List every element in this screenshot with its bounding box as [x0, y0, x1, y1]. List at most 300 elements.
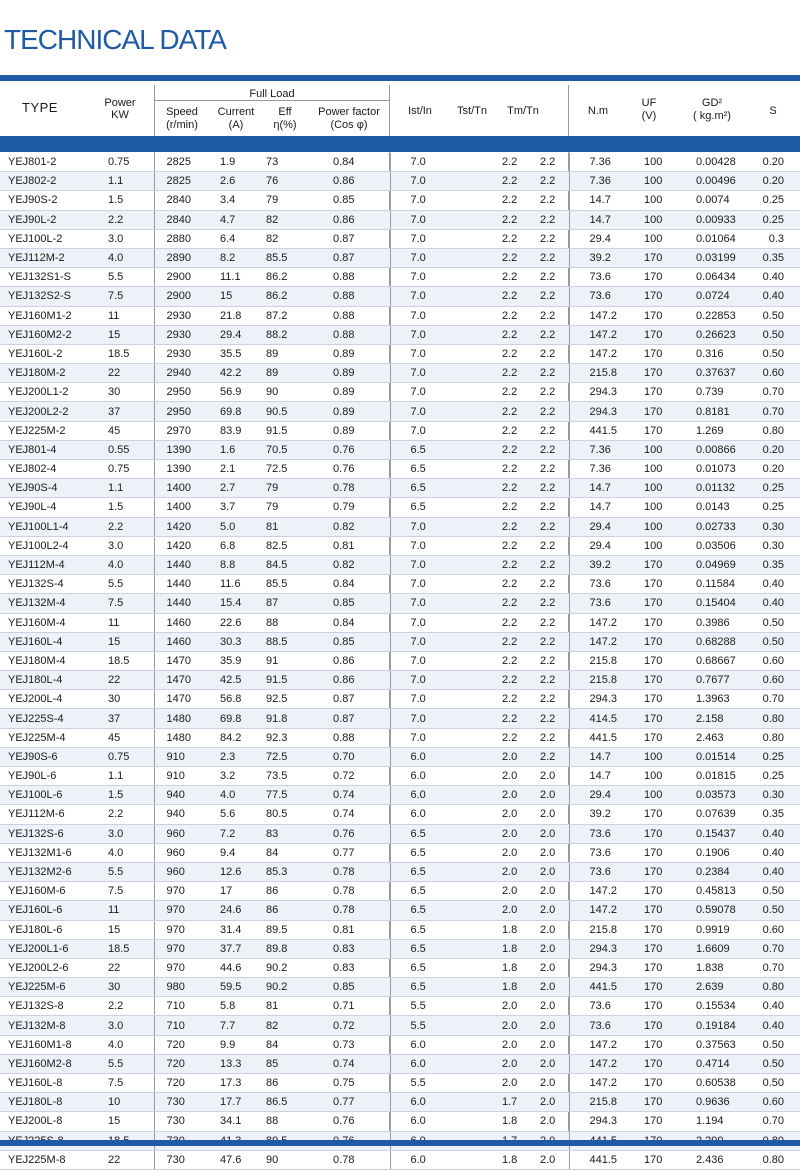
table-cell: 0.37563	[684, 1035, 758, 1054]
table-cell: 77.5	[258, 786, 298, 805]
table-cell: 2.2	[540, 555, 569, 574]
table-cell: 73.6	[569, 997, 642, 1016]
table-cell: 170	[642, 958, 684, 977]
table-cell: 0.83	[298, 958, 390, 977]
table-cell: YEJ132M1-6	[0, 843, 98, 862]
table-cell: 0.40	[758, 1016, 800, 1035]
table-row	[0, 210, 800, 229]
table-cell: 2.2	[540, 651, 569, 670]
table-body	[0, 153, 800, 1169]
table-row	[0, 364, 800, 383]
table-cell: 0.72	[298, 1016, 390, 1035]
table-cell: 170	[642, 402, 684, 421]
header-type: TYPE	[22, 100, 58, 115]
table-cell: 0.70	[758, 1112, 800, 1131]
table-cell: YEJ160L-2	[0, 344, 98, 363]
table-cell: 0.40	[758, 268, 800, 287]
table-cell: 0.70	[758, 690, 800, 709]
table-cell: 73.6	[569, 287, 642, 306]
table-cell: 170	[642, 824, 684, 843]
table-cell: 73.6	[569, 594, 642, 613]
table-cell: 0.70	[758, 958, 800, 977]
table-cell: 170	[642, 594, 684, 613]
table-cell: YEJ225M-8	[0, 1150, 98, 1169]
table-row	[0, 440, 800, 459]
table-cell: 170	[642, 383, 684, 402]
table-cell: 2.2	[450, 709, 540, 728]
table-cell: 0.50	[758, 325, 800, 344]
table-row	[0, 1093, 800, 1112]
table-cell: 2.158	[684, 709, 758, 728]
table-cell: 1400	[154, 498, 206, 517]
table-cell: 2930	[154, 344, 206, 363]
table-cell: YEJ180L-4	[0, 671, 98, 690]
table-row	[0, 498, 800, 517]
technical-data-table	[0, 153, 800, 1170]
table-cell: 0.60	[758, 651, 800, 670]
table-cell: 6.5	[390, 978, 450, 997]
table-cell: 0.35	[758, 248, 800, 267]
table-cell: 6.0	[390, 1093, 450, 1112]
table-cell: 1.8	[450, 958, 540, 977]
table-cell: 294.3	[569, 939, 642, 958]
table-cell: 2.2	[450, 248, 540, 267]
table-cell: 2.2	[540, 671, 569, 690]
table-cell: 85.3	[258, 862, 298, 881]
table-cell: 147.2	[569, 306, 642, 325]
table-cell: 5.5	[390, 1016, 450, 1035]
table-cell: 37	[98, 709, 154, 728]
table-cell: 0.85	[298, 978, 390, 997]
table-cell: YEJ100L-2	[0, 229, 98, 248]
table-cell: YEJ132S-4	[0, 575, 98, 594]
header-power-l2: KW	[111, 109, 129, 121]
table-cell: 89.8	[258, 939, 298, 958]
table-row	[0, 268, 800, 287]
table-row	[0, 402, 800, 421]
table-cell: YEJ100L2-4	[0, 536, 98, 555]
table-cell: 1420	[154, 536, 206, 555]
table-cell: 0.70	[758, 383, 800, 402]
table-cell: 14.7	[569, 767, 642, 786]
table-cell: 2.0	[540, 901, 569, 920]
table-cell: 14.7	[569, 498, 642, 517]
table-cell: 170	[642, 325, 684, 344]
table-cell: 0.15534	[684, 997, 758, 1016]
table-cell: 2.2	[450, 402, 540, 421]
table-cell: 170	[642, 555, 684, 574]
header-tm: Tm/Tn	[507, 105, 539, 117]
table-cell: 7.5	[98, 882, 154, 901]
table-cell: 17.3	[206, 1074, 258, 1093]
table-cell: 170	[642, 862, 684, 881]
table-cell: YEJ112M-4	[0, 555, 98, 574]
table-cell: 7.5	[98, 1074, 154, 1093]
table-cell: 0.89	[298, 421, 390, 440]
table-cell: 2.0	[540, 997, 569, 1016]
table-cell: 72.5	[258, 460, 298, 479]
table-cell: 0.0143	[684, 498, 758, 517]
table-cell: 91.8	[258, 709, 298, 728]
table-cell: 0.30	[758, 536, 800, 555]
table-row	[0, 191, 800, 210]
table-cell: 970	[154, 901, 206, 920]
table-cell: 0.79	[298, 498, 390, 517]
table-cell: 7.0	[390, 268, 450, 287]
table-cell: 11	[98, 613, 154, 632]
table-cell: 100	[642, 191, 684, 210]
table-cell: 170	[642, 882, 684, 901]
table-cell: 2.0	[450, 1035, 540, 1054]
table-cell: 0.20	[758, 172, 800, 191]
table-row	[0, 287, 800, 306]
table-cell: 294.3	[569, 1112, 642, 1131]
table-cell: 6.5	[390, 882, 450, 901]
table-cell: 2.2	[450, 479, 540, 498]
table-cell: 4.0	[98, 843, 154, 862]
table-cell: 7.0	[390, 575, 450, 594]
table-cell: 1420	[154, 517, 206, 536]
table-cell: 45	[98, 421, 154, 440]
table-cell: 2.0	[540, 1150, 569, 1169]
table-cell: 39.2	[569, 555, 642, 574]
table-cell: 6.5	[390, 920, 450, 939]
table-cell: 0.22853	[684, 306, 758, 325]
table-row	[0, 325, 800, 344]
header-current-l1: Current	[217, 106, 255, 118]
table-cell: 7.0	[390, 651, 450, 670]
table-cell: 6.0	[390, 747, 450, 766]
table-row	[0, 517, 800, 536]
table-cell: 92.5	[258, 690, 298, 709]
table-cell: 2.2	[540, 421, 569, 440]
table-cell: 0.68667	[684, 651, 758, 670]
table-cell: YEJ180L-6	[0, 920, 98, 939]
table-cell: 73	[258, 153, 298, 172]
table-cell: 2.0	[450, 901, 540, 920]
table-cell: 720	[154, 1054, 206, 1073]
table-cell: 147.2	[569, 1035, 642, 1054]
table-cell: YEJ200L2-6	[0, 958, 98, 977]
table-cell: 170	[642, 651, 684, 670]
header-pf-l1: Power factor	[318, 106, 380, 118]
table-cell: 92.3	[258, 728, 298, 747]
table-row	[0, 306, 800, 325]
table-cell: 0.72	[298, 767, 390, 786]
table-cell: 6.5	[390, 862, 450, 881]
table-cell: 2825	[154, 172, 206, 191]
table-cell: 2.2	[98, 997, 154, 1016]
table-cell: 0.0074	[684, 191, 758, 210]
table-cell: 1470	[154, 671, 206, 690]
table-cell: 1.1	[98, 767, 154, 786]
table-row	[0, 172, 800, 191]
table-cell: 0.25	[758, 767, 800, 786]
table-cell: 170	[642, 306, 684, 325]
table-cell: 1.9	[206, 153, 258, 172]
table-cell: 170	[642, 344, 684, 363]
table-cell: 0.35	[758, 555, 800, 574]
table-cell: 2.2	[540, 632, 569, 651]
table-row	[0, 651, 800, 670]
header-full-load: Full Load	[249, 88, 295, 100]
table-cell: YEJ160M1-8	[0, 1035, 98, 1054]
table-cell: YEJ225M-4	[0, 728, 98, 747]
table-cell: 170	[642, 1074, 684, 1093]
table-cell: 6.5	[390, 824, 450, 843]
table-cell: 30.3	[206, 632, 258, 651]
table-cell: 100	[642, 517, 684, 536]
header-s: S	[769, 105, 777, 117]
table-cell: 0.75	[298, 1074, 390, 1093]
table-cell: 2.2	[540, 229, 569, 248]
table-cell: 14.7	[569, 479, 642, 498]
table-cell: 0.89	[298, 364, 390, 383]
table-cell: 7.0	[390, 728, 450, 747]
table-cell: 1.7	[450, 1093, 540, 1112]
table-cell: 7.0	[390, 325, 450, 344]
table-cell: 0.45813	[684, 882, 758, 901]
table-cell: 960	[154, 824, 206, 843]
table-cell: 6.5	[390, 498, 450, 517]
table-cell: 0.15404	[684, 594, 758, 613]
table-cell: 2.0	[450, 843, 540, 862]
table-cell: 87	[258, 594, 298, 613]
table-cell: 414.5	[569, 709, 642, 728]
table-cell: 0.81	[298, 536, 390, 555]
table-cell: 147.2	[569, 325, 642, 344]
table-row	[0, 671, 800, 690]
table-cell: 170	[642, 632, 684, 651]
table-cell: 1480	[154, 709, 206, 728]
table-cell: 294.3	[569, 383, 642, 402]
table-cell: 0.86	[298, 651, 390, 670]
table-cell: 0.75	[98, 460, 154, 479]
table-row	[0, 344, 800, 363]
table-cell: 170	[642, 690, 684, 709]
page-title: TECHNICAL DATA	[4, 24, 226, 55]
table-cell: 6.0	[390, 786, 450, 805]
table-cell: 100	[642, 536, 684, 555]
table-cell: 76	[258, 172, 298, 191]
table-cell: 0.00866	[684, 440, 758, 459]
table-cell: 59.5	[206, 978, 258, 997]
table-cell: 170	[642, 920, 684, 939]
table-cell: 147.2	[569, 901, 642, 920]
table-cell: 7.0	[390, 364, 450, 383]
table-cell: 8.8	[206, 555, 258, 574]
table-cell: 1390	[154, 460, 206, 479]
table-cell: YEJ801-4	[0, 440, 98, 459]
table-cell: 2.2	[450, 172, 540, 191]
table-cell: 170	[642, 1035, 684, 1054]
table-cell: 7.0	[390, 555, 450, 574]
table-cell: 4.0	[98, 248, 154, 267]
divider	[155, 100, 389, 101]
table-cell: 0.4714	[684, 1054, 758, 1073]
table-cell: 73.6	[569, 575, 642, 594]
table-cell: 0.37637	[684, 364, 758, 383]
table-cell: 90	[258, 383, 298, 402]
table-cell: 2.2	[540, 287, 569, 306]
table-cell: 0.74	[298, 1054, 390, 1073]
table-cell: 6.5	[390, 440, 450, 459]
table-row	[0, 613, 800, 632]
table-cell: YEJ180M-4	[0, 651, 98, 670]
header-eff-l1: Eff	[278, 106, 292, 118]
table-cell: 2.2	[540, 728, 569, 747]
table-cell: 2.2	[540, 575, 569, 594]
table-cell: 0.0724	[684, 287, 758, 306]
table-cell: 0.74	[298, 805, 390, 824]
table-cell: 0.78	[298, 479, 390, 498]
table-row	[0, 843, 800, 862]
table-cell: 215.8	[569, 920, 642, 939]
table-cell: YEJ100L-6	[0, 786, 98, 805]
table-cell: 7.0	[390, 229, 450, 248]
table-cell: YEJ200L-8	[0, 1112, 98, 1131]
table-row	[0, 594, 800, 613]
table-cell: 1.8	[450, 978, 540, 997]
table-cell: YEJ112M-2	[0, 248, 98, 267]
table-cell: 2.2	[540, 594, 569, 613]
table-cell: 37	[98, 402, 154, 421]
table-cell: 170	[642, 805, 684, 824]
table-cell: 14.7	[569, 191, 642, 210]
table-cell: 35.5	[206, 344, 258, 363]
table-cell: 170	[642, 997, 684, 1016]
table-cell: 2.2	[450, 268, 540, 287]
table-row	[0, 1150, 800, 1169]
table-cell: 0.70	[758, 402, 800, 421]
table-cell: 5.8	[206, 997, 258, 1016]
table-cell: 7.0	[390, 402, 450, 421]
table-cell: 45	[98, 728, 154, 747]
table-cell: 0.8181	[684, 402, 758, 421]
table-cell: YEJ802-4	[0, 460, 98, 479]
table-cell: 0.02733	[684, 517, 758, 536]
table-row	[0, 709, 800, 728]
table-cell: 100	[642, 786, 684, 805]
table-cell: YEJ90S-4	[0, 479, 98, 498]
table-cell: 0.25	[758, 210, 800, 229]
table-cell: 5.0	[206, 517, 258, 536]
header-nm: N.m	[587, 105, 609, 117]
header-eff-l2: η(%)	[273, 119, 297, 131]
table-cell: 100	[642, 747, 684, 766]
table-row	[0, 690, 800, 709]
header-gd-l1: GD²	[701, 97, 723, 109]
table-cell: 6.5	[390, 939, 450, 958]
table-cell: 18.5	[98, 939, 154, 958]
table-cell: 7.0	[390, 191, 450, 210]
table-cell: 7.0	[390, 383, 450, 402]
header-uf-l1: UF	[641, 97, 657, 109]
table-cell: 7.36	[569, 460, 642, 479]
table-cell: 2.2	[450, 517, 540, 536]
table-cell: 90.2	[258, 958, 298, 977]
table-row	[0, 1054, 800, 1073]
table-cell: 2.1	[206, 460, 258, 479]
table-cell: 30	[98, 978, 154, 997]
table-cell: 0.9919	[684, 920, 758, 939]
table-cell: 2.2	[450, 153, 540, 172]
table-cell: 1.1	[98, 479, 154, 498]
table-cell: YEJ132M-4	[0, 594, 98, 613]
table-cell: 1440	[154, 594, 206, 613]
table-cell: 24.6	[206, 901, 258, 920]
table-cell: 2.0	[540, 805, 569, 824]
table-cell: 170	[642, 671, 684, 690]
table-cell: 81	[258, 517, 298, 536]
table-cell: 85.5	[258, 575, 298, 594]
table-cell: 1.6	[206, 440, 258, 459]
table-cell: 0.76	[298, 824, 390, 843]
table-row	[0, 248, 800, 267]
table-cell: 15	[98, 1112, 154, 1131]
table-cell: 1440	[154, 555, 206, 574]
table-cell: 1460	[154, 613, 206, 632]
table-cell: 0.77	[298, 1093, 390, 1112]
table-cell: 2.2	[450, 498, 540, 517]
table-cell: 0.50	[758, 901, 800, 920]
table-row	[0, 460, 800, 479]
table-cell: 7.0	[390, 248, 450, 267]
table-cell: 7.0	[390, 210, 450, 229]
table-cell: 0.50	[758, 613, 800, 632]
table-cell: 2825	[154, 153, 206, 172]
table-cell: 2930	[154, 306, 206, 325]
header-current-l2: (A)	[228, 119, 244, 131]
table-row	[0, 786, 800, 805]
table-cell: 7.0	[390, 632, 450, 651]
table-cell: 960	[154, 862, 206, 881]
table-cell: 0.2384	[684, 862, 758, 881]
table-cell: 441.5	[569, 421, 642, 440]
table-cell: 215.8	[569, 671, 642, 690]
table-cell: 170	[642, 364, 684, 383]
table-cell: 90.5	[258, 402, 298, 421]
table-cell: 29.4	[569, 517, 642, 536]
table-cell: 91	[258, 651, 298, 670]
table-cell: 0.85	[298, 632, 390, 651]
table-cell: 0.68288	[684, 632, 758, 651]
table-cell: 2.2	[450, 210, 540, 229]
header-speed-l1: Speed	[166, 106, 198, 118]
table-cell: YEJ200L1-6	[0, 939, 98, 958]
table-row	[0, 421, 800, 440]
table-cell: 1.5	[98, 191, 154, 210]
table-cell: 2.2	[450, 421, 540, 440]
table-cell: 100	[642, 479, 684, 498]
table-cell: 0.25	[758, 191, 800, 210]
table-cell: 215.8	[569, 1093, 642, 1112]
table-cell: 7.0	[390, 172, 450, 191]
table-cell: 6.5	[390, 460, 450, 479]
table-cell: 2.2	[540, 248, 569, 267]
table-cell: 9.9	[206, 1035, 258, 1054]
table-cell: 2.639	[684, 978, 758, 997]
table-cell: YEJ200L-4	[0, 690, 98, 709]
table-cell: 1470	[154, 651, 206, 670]
table-cell: 170	[642, 287, 684, 306]
table-cell: 0.03573	[684, 786, 758, 805]
table-cell: YEJ180L-8	[0, 1093, 98, 1112]
table-cell: 88.5	[258, 632, 298, 651]
header-gd-l2: ( kg.m²)	[693, 110, 731, 122]
table-cell: 17	[206, 882, 258, 901]
table-cell: 0.20	[758, 460, 800, 479]
